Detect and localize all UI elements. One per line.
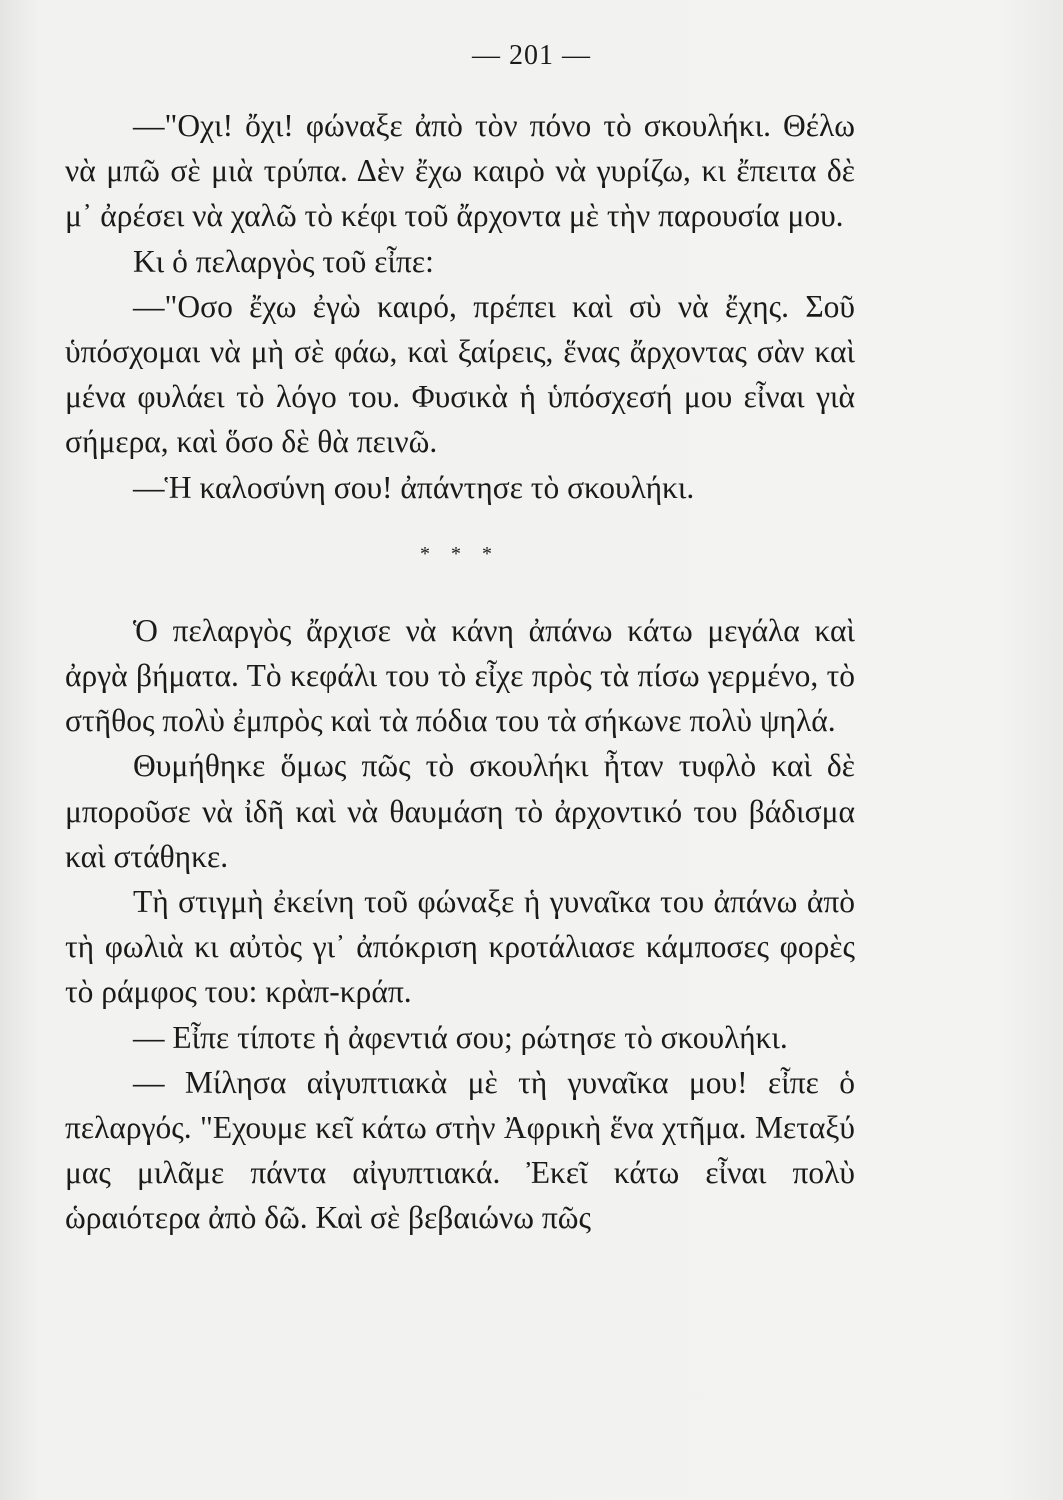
page-number: — 201 — (472, 40, 591, 71)
paragraph: — Εἶπε τίποτε ἡ ἀφεντιά σου; ρώτησε τὸ σκουλήκι. (133, 1019, 788, 1055)
paragraph: Τὴ στιγμὴ ἐκείνη τοῦ φώναξε ἡ γυναῖκα του ἀπάνω ἀπὸ τὴ φωλιὰ κι αὐτὸς γι᾿ ἀπόκριση κροτάλιασε κάμποσες φορὲς τὸ ράμφος του: κρὰπ-κράπ. (65, 884, 855, 1010)
paragraph: Κι ὁ πελαργὸς τοῦ εἶπε: (133, 243, 434, 279)
section-separator: * * * (420, 542, 500, 565)
paragraph: —"Οχι! ὄχι! φώναξε ἀπὸ τὸν πόνο τὸ σκουλήκι. Θέλω νὰ μπῶ σὲ μιὰ τρύπα. Δὲν ἔχω καιρὸ νὰ γυρίζω, κι ἔπειτα δὲ μ᾿ ἀρέσει νὰ χαλῶ τὸ κέφι τοῦ ἄρχοντα μὲ τὴν παρουσία μου. (65, 108, 855, 234)
paragraph: —"Οσο ἔχω ἐγὼ καιρό, πρέπει καὶ σὺ νὰ ἔχης. Σοῦ ὑπόσχομαι νὰ μὴ σὲ φάω, καὶ ξαίρεις, ἕνας ἄρχοντας σὰν καὶ μένα φυλάει τὸ λόγο του. Φυσικὰ ἡ ὑπόσχεσή μου εἶναι γιὰ σήμερα, καὶ ὅσο δὲ θὰ πεινῶ. (65, 288, 855, 460)
paragraph: Ὁ πελαργὸς ἄρχισε νὰ κάνη ἀπάνω κάτω μεγάλα καὶ ἀργὰ βήματα. Τὸ κεφάλι του τὸ εἶχε πρὸς τὰ πίσω γερμένο, τὸ στῆθος πολὺ ἐμπρὸς καὶ τὰ πόδια του τὰ σήκωνε πολὺ ψηλά. (65, 612, 855, 739)
paragraph: — Μίλησα αἰγυπτιακὰ μὲ τὴ γυναῖκα μου! εἶπε ὁ πελαργός. "Εχουμε κεῖ κάτω στὴν Ἀφρικὴ ἕνα χτῆμα. Μεταξύ μας μιλᾶμε πάντα αἰγυπτιακά. Ἐκεῖ κάτω εἶναι πολὺ ὡραιότερα ἀπὸ δῶ. Καὶ σὲ βεβαιώνω πῶς (65, 1064, 855, 1236)
body-text (65, 103, 855, 1241)
paragraph: —Ἡ καλοσύνη σου! ἀπάντησε τὸ σκουλήκι. (133, 469, 695, 505)
paragraph: Θυμήθηκε ὅμως πῶς τὸ σκουλήκι ἦταν τυφλὸ καὶ δὲ μποροῦσε νὰ ἰδῆ καὶ νὰ θαυμάση τὸ ἀρχοντικό του βάδισμα καὶ στάθηκε. (65, 748, 855, 874)
